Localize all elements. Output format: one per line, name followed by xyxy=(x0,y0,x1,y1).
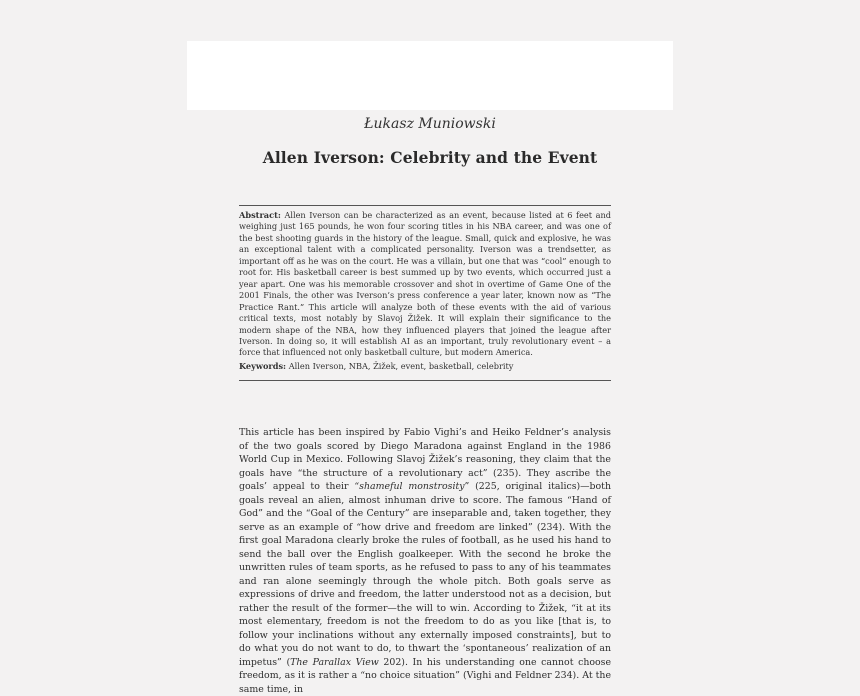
body-book-title: The Parallax View xyxy=(290,656,379,668)
body-paragraph xyxy=(239,426,611,696)
header-blank-area xyxy=(187,41,673,110)
body-text-part-1: This article has been inspired by Fabio Vighi’s and Heiko Feldner’s analysis of the two goals scored by Diego Maradona against England in the 1986 World Cup in Mexico. Following Slavoj Žižek’s reasoning, they claim that the goals have “the structure of a revolutionary act” (235). They ascribe the goals’ appeal to their “ xyxy=(239,427,611,492)
author-name: Łukasz Muniowski xyxy=(364,116,496,132)
body-italic-phrase: shameful monstrosity xyxy=(359,481,465,492)
keywords-line xyxy=(239,361,611,372)
body-text-part-3: 202). In his understanding one cannot choose freedom, as it is rather a “no choice situation” (Vighi and Feldner 234). At the same time, in xyxy=(239,656,612,695)
abstract-bottom-rule xyxy=(239,380,611,381)
abstract-paragraph xyxy=(239,210,611,359)
keywords-label: Keywords: xyxy=(239,361,287,371)
abstract-top-rule xyxy=(239,205,611,206)
abstract-text: Allen Iverson can be characterized as an event, because listed at 6 feet and weighing just 165 pounds, he won four scoring titles in his NBA career, and was one of the best shooting guards in the history of the league. Small, quick and explosive, he was an exceptional talent with a complicated personality. Iverson was a trendsetter, as important off as he was on the court. He was a villain, but one that was “cool” enough to root for. His basketball career is best summed up by two events, which occurred just a year apart. One was his memorable crossover and shot in overtime of Game One of the 2001 Finals, the other was Iverson’s press conference a year later, known now as “The Practice Rant.” This article will analyze both of these events with the aid of various critical texts, most notably by Slavoj Žižek. It will explain their significance to the modern shape of the NBA, how they influenced players that joined the league after Iverson. In doing so, it will establish AI as an important, truly revolutionary event – a force that influenced not only basketball culture, but modern America. xyxy=(239,210,611,358)
abstract-label: Abstract: xyxy=(239,210,281,220)
article-title: Allen Iverson: Celebrity and the Event xyxy=(262,148,598,167)
keywords-text: Allen Iverson, NBA, Žižek, event, basketball, celebrity xyxy=(288,361,514,371)
body-text-part-2: ” (225, original italics)—both goals reveal an alien, almost inhuman drive to score. The famous “Hand of God” and the “Goal of the Century” are inseparable and, taken together, they serve as an example of “how drive and freedom are linked” (234). With the first goal Maradona clearly broke the rules of football, as he used his hand to send the ball over the English goalkeeper. With the second he broke the unwritten rules of team sports, as he refused to pass to any of his teammates and ran alone seemingly through the whole pitch. Both goals serve as expressions of drive and freedom, the latter understood not as a decision, but rather the result of the former—the will to win. According to Žižek, “it at its most elementary, freedom is not the freedom to do as you like [that is, to follow your inclinations without any externally imposed constraints], but to do what you do not want to do, to thwart the ‘spontaneous’ realization of an impetus” ( xyxy=(239,481,611,668)
